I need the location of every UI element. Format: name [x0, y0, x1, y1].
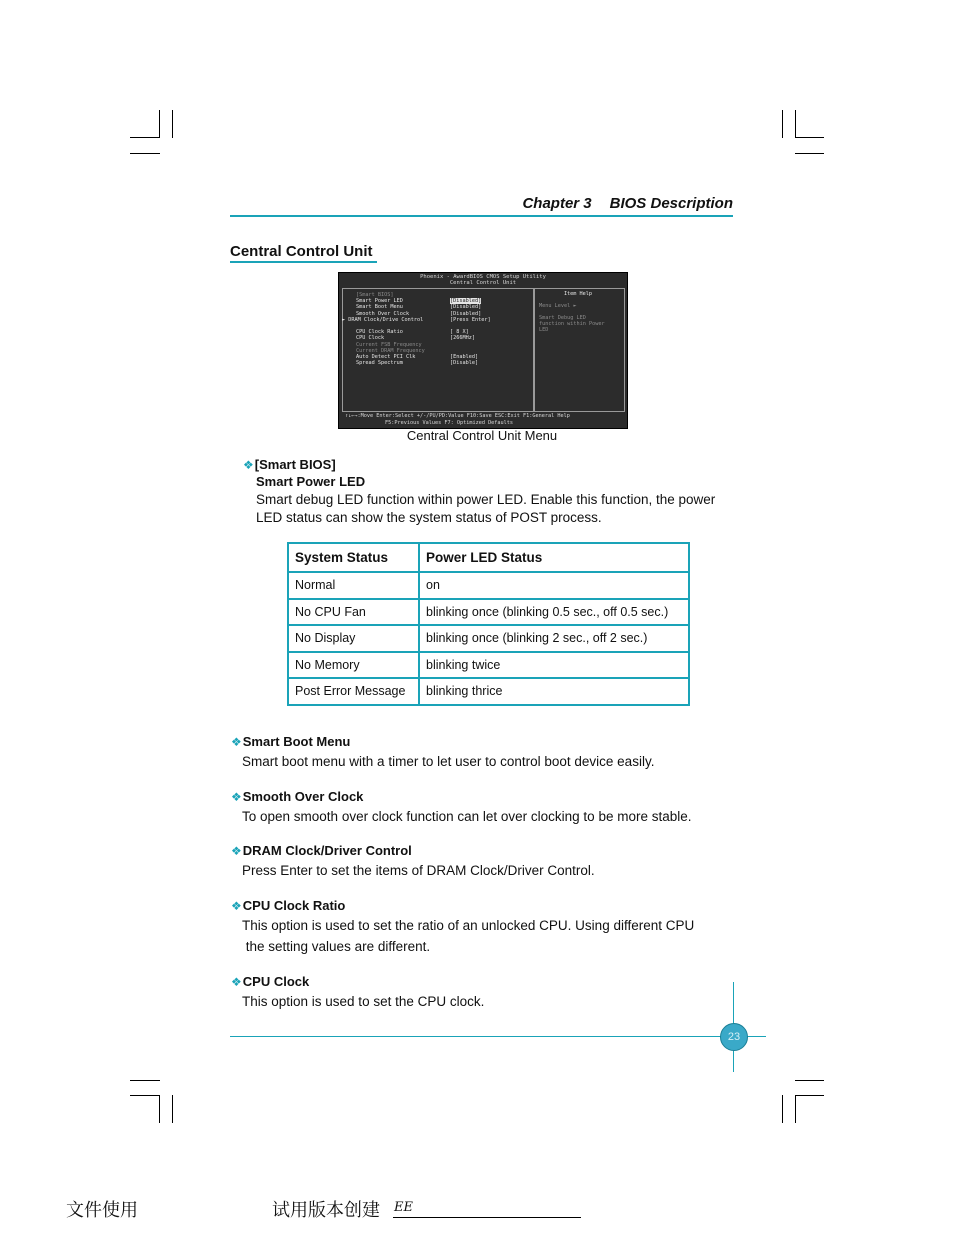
bios-item-value: [266MHz]	[450, 335, 475, 342]
bios-footer-keys-2: F5:Previous Values F7: Optimized Defaults	[385, 420, 514, 426]
crop-mark	[159, 1095, 160, 1123]
crop-mark	[172, 1095, 173, 1123]
bios-help-line: LED	[539, 327, 549, 333]
bios-item-label: CPU Clock Ratio	[356, 329, 403, 336]
bios-item-label: Current DRAM Frequency	[356, 347, 425, 354]
watermark-right: 试用版本创建	[272, 1200, 380, 1221]
bios-title: Phoenix - AwardBIOS CMOS Setup Utility	[420, 274, 546, 280]
bios-item-label: Smart Power LED	[356, 298, 403, 305]
bios-item-value: [Disabled]	[450, 304, 482, 311]
table-cell: blinking once (blinking 2 sec., off 2 sec.)	[419, 625, 689, 652]
watermark-left: 文件使用	[66, 1200, 138, 1221]
crop-mark	[795, 1080, 824, 1081]
section-text: To open smooth over clock function can let over clocking to be more stable.	[242, 809, 692, 824]
smart-power-led-text-1: Smart debug LED function within power LED. Enable this function, the power	[256, 492, 716, 507]
table-row	[288, 572, 689, 599]
smart-power-led-heading: Smart Power LED	[256, 474, 366, 489]
table-row	[288, 625, 689, 652]
bios-item-label: Smooth Over Clock	[356, 310, 410, 317]
table-row	[288, 652, 689, 679]
chapter-label: Chapter 3	[522, 195, 592, 212]
bios-item-value: [Disable]	[450, 360, 479, 367]
chapter-title: BIOS Description	[609, 195, 733, 212]
section-text: Press Enter to set the items of DRAM Clock/Driver Control.	[242, 863, 595, 878]
table-cell: Post Error Message	[288, 678, 419, 705]
bios-footer-keys: ↑↓←→:Move Enter:Select +/-/PU/PD:Value F10:Save ESC:Exit F1:General Help	[345, 413, 570, 419]
figure-caption: Central Control Unit Menu	[406, 428, 558, 443]
section-heading: ❖Smooth Over Clock	[231, 789, 364, 804]
section-text: the setting values are different.	[242, 939, 431, 954]
diamond-bullet-icon: ❖	[231, 844, 242, 858]
crop-mark	[130, 137, 160, 138]
section-text: Smart boot menu with a timer to let user to control boot device easily.	[242, 754, 655, 769]
crop-mark	[795, 153, 824, 154]
bios-item-value: [Press Enter]	[450, 316, 491, 323]
crop-mark	[172, 110, 173, 138]
bios-item-value: [Disabled]	[450, 310, 482, 317]
running-header	[230, 195, 733, 212]
led-status-table	[287, 542, 690, 706]
table-cell: No Memory	[288, 652, 419, 679]
smart-power-led-text-2: LED status can show the system status of POST process.	[256, 510, 602, 525]
bios-item-label: ► DRAM Clock/Drive Control	[342, 316, 424, 323]
bios-item-value: [Enabled]	[450, 354, 479, 360]
bios-subtitle: Central Control Unit	[449, 280, 517, 286]
section-heading: ❖CPU Clock Ratio	[231, 898, 346, 913]
table-cell: No Display	[288, 625, 419, 652]
table-header: Power LED Status	[419, 543, 689, 572]
bios-item-label: [Smart BIOS]	[356, 292, 394, 298]
table-cell: on	[419, 572, 689, 599]
table-header: System Status	[288, 543, 419, 572]
table-row	[288, 599, 689, 626]
bios-item-label: Current FSB Frequency	[356, 341, 422, 348]
section-title: Central Control Unit	[230, 243, 377, 263]
table-row	[288, 678, 689, 705]
bios-item-label: Smart Boot Menu	[356, 304, 403, 311]
bios-item-label: CPU Clock	[356, 335, 385, 342]
crop-mark	[130, 1095, 160, 1096]
watermark-underline	[393, 1217, 581, 1218]
section-text: This option is used to set the ratio of an unlocked CPU. Using different CPU	[242, 918, 695, 933]
bios-item-value: [Disabled]	[450, 298, 482, 305]
table-body	[288, 572, 689, 705]
crop-mark	[795, 1095, 824, 1096]
header-rule	[230, 215, 733, 217]
page-number: 23	[720, 1023, 748, 1051]
section-text: This option is used to set the CPU clock.	[242, 994, 485, 1009]
crop-mark	[795, 137, 824, 138]
crop-mark	[795, 1095, 796, 1123]
table-cell: blinking thrice	[419, 678, 689, 705]
table-cell: blinking once (blinking 0.5 sec., off 0.5 sec.)	[419, 599, 689, 626]
section-heading: ❖CPU Clock	[231, 974, 310, 989]
bios-help-line: function within Power	[539, 321, 605, 327]
watermark-suffix: EE	[394, 1200, 413, 1215]
diamond-bullet-icon: ❖	[231, 790, 242, 804]
bios-help-title: Item Help	[563, 291, 593, 297]
diamond-bullet-icon: ❖	[231, 735, 242, 749]
bios-help-line: Smart Debug LED	[539, 315, 586, 321]
crop-mark	[159, 110, 160, 138]
bios-item-label: Spread Spectrum	[356, 360, 403, 367]
crop-mark	[130, 1080, 160, 1081]
bios-item-value: [ 8 X]	[450, 329, 469, 336]
bios-help-line: Menu Level ►	[539, 303, 577, 309]
diamond-bullet-icon: ❖	[243, 458, 254, 472]
section-heading: ❖Smart Boot Menu	[231, 734, 351, 749]
diamond-bullet-icon: ❖	[231, 899, 242, 913]
table-cell: No CPU Fan	[288, 599, 419, 626]
crop-mark	[782, 1095, 783, 1123]
diamond-bullet-icon: ❖	[231, 975, 242, 989]
section-heading: ❖DRAM Clock/Driver Control	[231, 843, 412, 858]
table-cell: blinking twice	[419, 652, 689, 679]
bios-screenshot	[338, 272, 628, 429]
crop-mark	[795, 110, 796, 138]
crop-mark	[130, 153, 160, 154]
bios-item-label: Auto Detect PCI Clk	[356, 354, 416, 360]
table-cell: Normal	[288, 572, 419, 599]
footer-rule	[230, 1036, 766, 1037]
crop-mark	[782, 110, 783, 138]
smart-bios-heading: ❖[Smart BIOS]	[243, 457, 336, 472]
